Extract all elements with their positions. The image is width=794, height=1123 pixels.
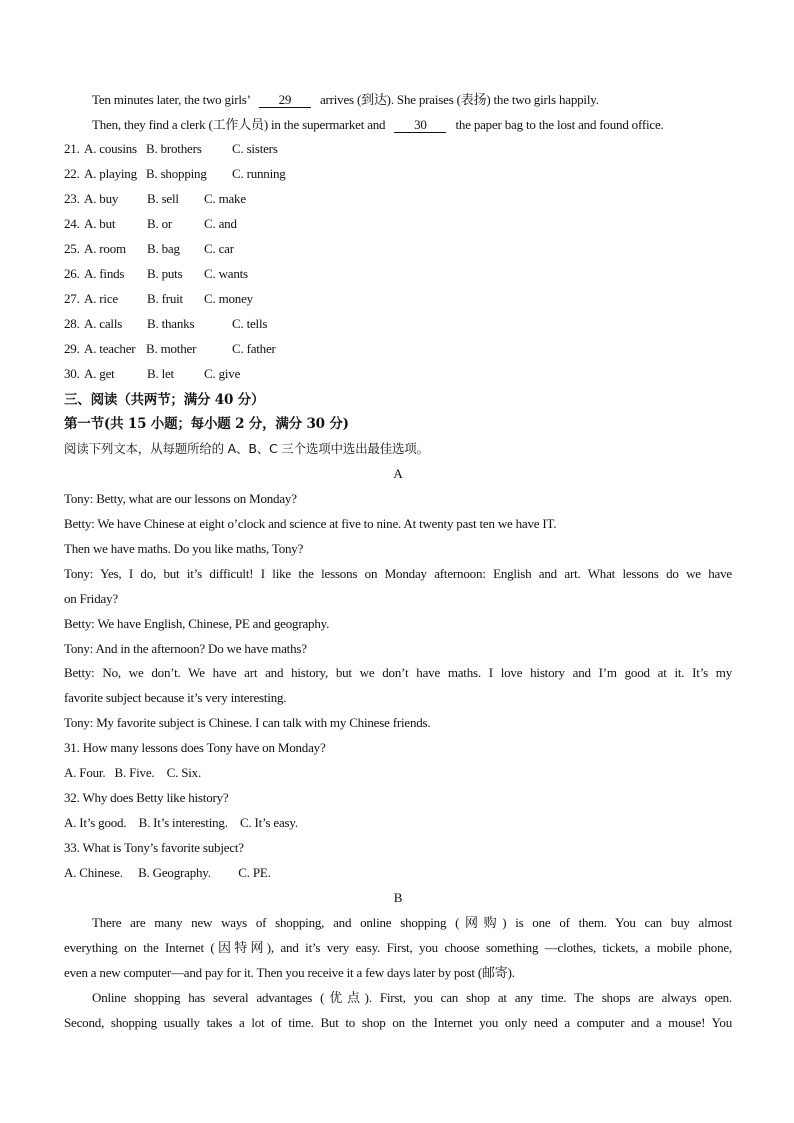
option-b: B. thanks	[147, 316, 195, 331]
passage-text: Then, they find a clerk (工作人员) in the supermarket and	[92, 117, 386, 132]
option-a: A. room	[84, 241, 126, 256]
option-c: C. sisters	[232, 141, 278, 156]
passage-a-line: Betty: We have English, Chinese, PE and geography.	[64, 616, 330, 631]
option-c: C. and	[204, 216, 237, 231]
option-a: A. get	[84, 366, 115, 381]
option-c: C. give	[204, 366, 241, 381]
option-c: C. car	[204, 241, 234, 256]
passage-text: arrives (到达). She praises (表扬) the two girls happily.	[319, 92, 599, 107]
passage-text: Ten minutes later, the two girls’	[92, 92, 250, 107]
option-a: A. finds	[84, 266, 125, 281]
passage-line-30	[92, 117, 732, 133]
option-a: A. buy	[84, 191, 119, 206]
option-number: 27.	[64, 291, 80, 306]
option-a: A. playing	[84, 166, 137, 181]
option-c: C. tells	[232, 316, 268, 331]
instructions: 阅读下列文本，从每题所给的 A、B、C 三个选项中选出最佳选项。	[64, 441, 429, 456]
passage-b-line: everything on the Internet (因特网), and it’s very easy. First, you choose something —clothes, tickets, a mobile phone,	[64, 940, 732, 955]
option-a: A. teacher	[84, 341, 136, 356]
option-c: C. wants	[204, 266, 248, 281]
blank-30: 30	[394, 118, 446, 133]
option-b: B. puts	[147, 266, 183, 281]
option-b: B. brothers	[146, 141, 202, 156]
passage-b-line: even a new computer—and pay for it. Then you receive it a few days later by post (邮寄).	[64, 965, 515, 980]
passage-a-line: Tony: Betty, what are our lessons on Monday?	[64, 491, 297, 506]
passage-a-line: Then we have maths. Do you like maths, Tony?	[64, 541, 304, 556]
passage-b-label: B	[393, 890, 403, 905]
question-33-options: A. Chinese. B. Geography. C. PE.	[64, 865, 271, 880]
passage-a-line: Tony: And in the afternoon? Do we have maths?	[64, 641, 307, 656]
option-b: B. sell	[147, 191, 179, 206]
option-a: A. rice	[84, 291, 118, 306]
passage-a-line: Tony: My favorite subject is Chinese. I can talk with my Chinese friends.	[64, 715, 431, 730]
blank-29: 29	[259, 93, 311, 108]
option-number: 30.	[64, 366, 80, 381]
option-b: B. shopping	[146, 166, 207, 181]
passage-a-line: Betty: No, we don’t. We have art and history, but we don’t have maths. I love history and I’m good at it. It’s my	[64, 665, 732, 680]
passage-a-label: A	[393, 466, 403, 481]
question-33: 33. What is Tony’s favorite subject?	[64, 840, 244, 855]
question-31: 31. How many lessons does Tony have on Monday?	[64, 740, 326, 755]
option-number: 21.	[64, 141, 80, 156]
section3-title: 三、阅读（共两节；满分 40 分）	[64, 392, 265, 408]
option-c: C. running	[232, 166, 286, 181]
option-number: 28.	[64, 316, 80, 331]
passage-a-line: favorite subject because it’s very interesting.	[64, 690, 287, 705]
option-b: B. or	[147, 216, 173, 231]
passage-b-line: Second, shopping usually takes a lot of time. But to shop on the Internet you only need a computer and a mouse! You	[64, 1015, 732, 1030]
option-c: C. father	[232, 341, 276, 356]
question-32: 32. Why does Betty like history?	[64, 790, 229, 805]
option-number: 24.	[64, 216, 80, 231]
option-b: B. bag	[147, 241, 180, 256]
option-c: C. money	[204, 291, 253, 306]
passage-a-line: on Friday?	[64, 591, 118, 606]
option-b: B. mother	[146, 341, 197, 356]
question-31-options: A. Four. B. Five. C. Six.	[64, 765, 202, 780]
option-a: A. cousins	[84, 141, 137, 156]
question-32-options: A. It’s good. B. It’s interesting. C. It’s easy.	[64, 815, 298, 830]
option-number: 26.	[64, 266, 80, 281]
option-c: C. make	[204, 191, 246, 206]
option-a: A. but	[84, 216, 116, 231]
option-number: 23.	[64, 191, 80, 206]
passage-line-29	[92, 92, 732, 108]
option-a: A. calls	[84, 316, 123, 331]
passage-b-line: Online shopping has several advantages (优点). First, you can shop at any time. The shops are always open.	[92, 990, 732, 1005]
passage-a-line: Tony: Yes, I do, but it’s difficult! I like the lessons on Monday afternoon: English and art. What lessons do we have	[64, 566, 732, 581]
passage-b-line: There are many new ways of shopping, and online shopping (网购) is one of them. You can buy almost	[92, 915, 732, 930]
part1-title: 第一节(共 15 小题；每小题 2 分，满分 30 分)	[64, 416, 349, 432]
passage-a-line: Betty: We have Chinese at eight o’clock and science at five to nine. At twenty past ten we have IT.	[64, 516, 557, 531]
passage-text: the paper bag to the lost and found office.	[455, 117, 664, 132]
option-number: 25.	[64, 241, 80, 256]
option-number: 22.	[64, 166, 80, 181]
option-b: B. fruit	[147, 291, 183, 306]
option-b: B. let	[147, 366, 174, 381]
option-number: 29.	[64, 341, 80, 356]
